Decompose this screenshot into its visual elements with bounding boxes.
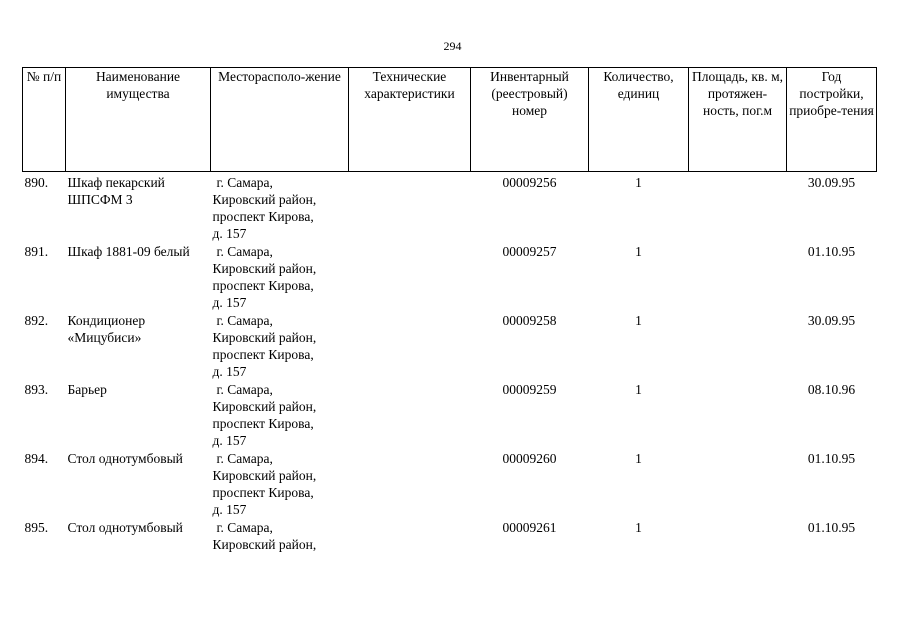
cell-name: Барьер: [67, 382, 107, 397]
header-num: № п/п: [23, 68, 66, 172]
location-line: д. 157: [212, 502, 247, 517]
cell-inventory: 00009258: [502, 313, 557, 328]
cell-inventory: 00009260: [502, 451, 557, 466]
header-location: Месторасполо-жение: [211, 68, 349, 172]
cell-area: [689, 381, 787, 450]
cell-specs: [349, 450, 471, 519]
header-inventory: Инвентарный (реестровый) номер: [471, 68, 589, 172]
header-quantity: Количество, единиц: [589, 68, 689, 172]
location-line: Кировский район,: [212, 261, 317, 276]
location-line: проспект Кирова,: [212, 347, 314, 362]
location-line: проспект Кирова,: [212, 485, 314, 500]
cell-inventory: 00009256: [502, 175, 557, 190]
location-line: проспект Кирова,: [212, 416, 314, 431]
cell-location: [211, 519, 349, 555]
header-name: Наименование имущества: [66, 68, 211, 172]
location-line: г. Самара,: [216, 451, 273, 466]
location-line: д. 157: [212, 364, 247, 379]
cell-year: 01.10.95: [807, 244, 856, 259]
location-line: Кировский район,: [212, 468, 317, 483]
cell-quantity: 1: [635, 520, 642, 535]
cell-specs: [349, 172, 471, 244]
cell-name: Стол однотумбовый: [67, 451, 183, 466]
table-row: [23, 172, 877, 244]
header-area: Площадь, кв. м, протяжен-ность, пог.м: [689, 68, 787, 172]
cell-name: Кондиционер «Мицубиси»: [67, 313, 146, 345]
page-number: 294: [443, 39, 462, 53]
cell-num: 894.: [24, 451, 49, 466]
cell-inventory: 00009257: [502, 244, 557, 259]
cell-area: [689, 172, 787, 244]
header-specs: Технические характеристики: [349, 68, 471, 172]
cell-name: Шкаф пекарский ШПСФМ 3: [67, 175, 165, 207]
header-year: Год постройки, приобре-тения: [787, 68, 877, 172]
cell-location: [211, 312, 349, 381]
location-line: проспект Кирова,: [212, 278, 314, 293]
location-line: г. Самара,: [216, 520, 273, 535]
location-line: д. 157: [212, 433, 247, 448]
cell-num: 893.: [24, 382, 49, 397]
cell-year: 01.10.95: [807, 451, 856, 466]
location-line: Кировский район,: [212, 330, 317, 345]
location-line: Кировский район,: [212, 192, 317, 207]
cell-year: 08.10.96: [807, 382, 856, 397]
cell-area: [689, 312, 787, 381]
table-row: [23, 312, 877, 381]
table-row: [23, 519, 877, 555]
cell-area: [689, 243, 787, 312]
table-row: [23, 450, 877, 519]
cell-specs: [349, 312, 471, 381]
table-row: [23, 381, 877, 450]
location-line: г. Самара,: [216, 244, 273, 259]
cell-year: 30.09.95: [807, 175, 856, 190]
location-line: д. 157: [212, 226, 247, 241]
cell-location: [211, 450, 349, 519]
cell-num: 891.: [24, 244, 49, 259]
cell-location: [211, 381, 349, 450]
cell-quantity: 1: [635, 313, 642, 328]
location-line: г. Самара,: [216, 313, 273, 328]
inventory-table: [22, 67, 877, 555]
cell-inventory: 00009261: [502, 520, 557, 535]
table-row: [23, 243, 877, 312]
cell-quantity: 1: [635, 244, 642, 259]
cell-area: [689, 450, 787, 519]
cell-specs: [349, 381, 471, 450]
cell-name: Шкаф 1881-09 белый: [67, 244, 190, 259]
cell-quantity: 1: [635, 175, 642, 190]
location-line: проспект Кирова,: [212, 209, 314, 224]
location-line: Кировский район,: [212, 399, 317, 414]
cell-num: 895.: [24, 520, 49, 535]
cell-location: [211, 243, 349, 312]
cell-quantity: 1: [635, 382, 642, 397]
cell-inventory: 00009259: [502, 382, 557, 397]
cell-specs: [349, 243, 471, 312]
table-body: [23, 172, 877, 556]
cell-location: [211, 172, 349, 244]
cell-year: 01.10.95: [807, 520, 856, 535]
cell-quantity: 1: [635, 451, 642, 466]
cell-specs: [349, 519, 471, 555]
cell-name: Стол однотумбовый: [67, 520, 183, 535]
location-line: Кировский район,: [212, 537, 317, 552]
location-line: г. Самара,: [216, 382, 273, 397]
header-row: [23, 68, 877, 172]
cell-year: 30.09.95: [807, 313, 856, 328]
cell-area: [689, 519, 787, 555]
cell-num: 892.: [24, 313, 49, 328]
cell-num: 890.: [24, 175, 49, 190]
location-line: г. Самара,: [216, 175, 273, 190]
location-line: д. 157: [212, 295, 247, 310]
